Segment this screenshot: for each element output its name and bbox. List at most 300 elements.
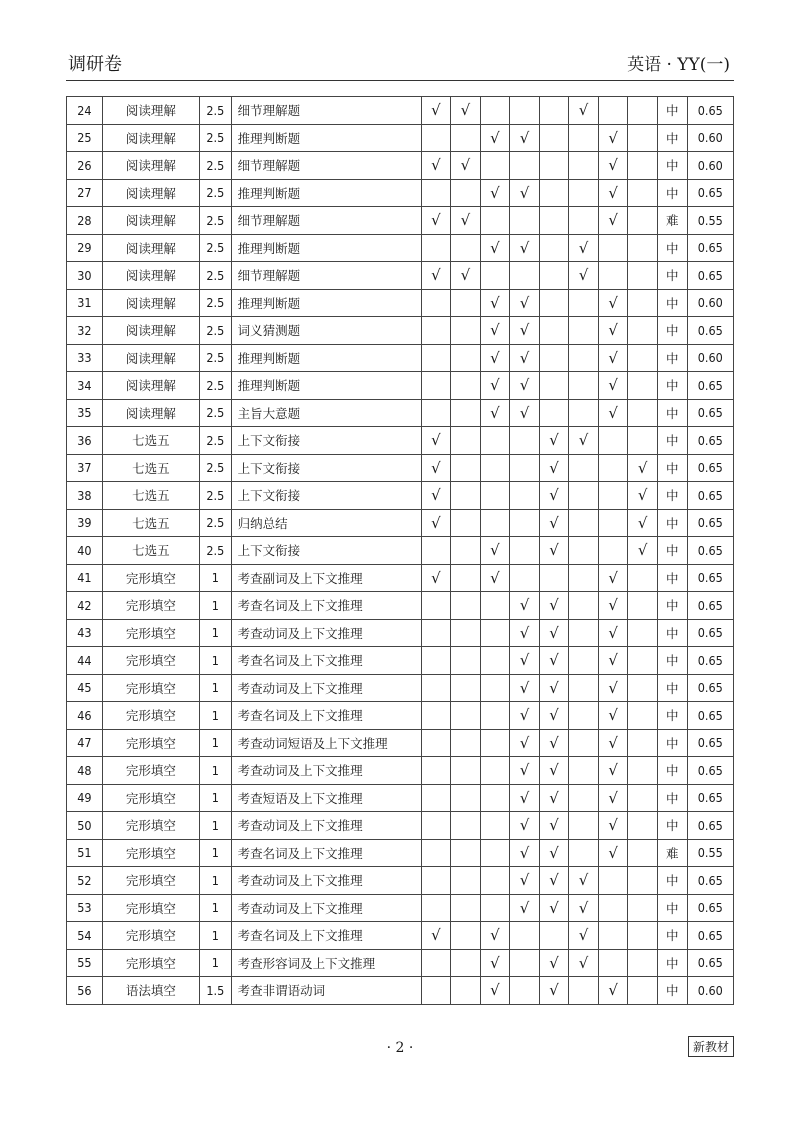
- check-cell: [451, 977, 481, 1005]
- check-cell: [628, 592, 658, 620]
- check-mark-icon: √: [510, 812, 540, 840]
- table-row: [67, 784, 734, 812]
- check-mark-icon: √: [598, 757, 628, 785]
- question-type-cell: 完形填空: [102, 894, 199, 922]
- question-number-cell: 43: [67, 619, 103, 647]
- question-type-cell: 完形填空: [102, 784, 199, 812]
- question-number-cell: 34: [67, 372, 103, 400]
- check-mark-icon: √: [539, 784, 569, 812]
- check-cell: [480, 894, 510, 922]
- check-cell: [628, 839, 658, 867]
- rate-cell: 0.65: [687, 867, 734, 895]
- check-cell: [569, 592, 599, 620]
- check-cell: [421, 729, 451, 757]
- difficulty-cell: 中: [657, 454, 687, 482]
- knowledge-point-cell: 推理判断题: [231, 289, 421, 317]
- check-cell: [569, 729, 599, 757]
- check-mark-icon: √: [569, 427, 599, 455]
- check-mark-icon: √: [598, 179, 628, 207]
- check-mark-icon: √: [480, 317, 510, 345]
- check-mark-icon: √: [510, 867, 540, 895]
- question-number-cell: 29: [67, 234, 103, 262]
- difficulty-cell: 中: [657, 647, 687, 675]
- check-cell: [569, 674, 599, 702]
- check-mark-icon: √: [598, 317, 628, 345]
- score-cell: 2.5: [199, 124, 231, 152]
- rate-cell: 0.65: [687, 372, 734, 400]
- check-mark-icon: √: [451, 97, 481, 125]
- knowledge-point-cell: 考查动词短语及上下文推理: [231, 729, 421, 757]
- check-cell: [451, 922, 481, 950]
- difficulty-cell: 中: [657, 729, 687, 757]
- difficulty-cell: 中: [657, 124, 687, 152]
- rate-cell: 0.65: [687, 564, 734, 592]
- check-mark-icon: √: [539, 537, 569, 565]
- knowledge-point-cell: 考查非谓语动词: [231, 977, 421, 1005]
- check-cell: [451, 867, 481, 895]
- header-divider: [66, 80, 734, 81]
- check-cell: [421, 894, 451, 922]
- check-cell: [451, 537, 481, 565]
- check-cell: [628, 344, 658, 372]
- score-cell: 1: [199, 922, 231, 950]
- check-cell: [421, 344, 451, 372]
- rate-cell: 0.65: [687, 454, 734, 482]
- question-number-cell: 51: [67, 839, 103, 867]
- check-cell: [421, 784, 451, 812]
- rate-cell: 0.55: [687, 839, 734, 867]
- question-type-cell: 七选五: [102, 537, 199, 565]
- table-row: [67, 427, 734, 455]
- check-cell: [480, 812, 510, 840]
- table-row: [67, 372, 734, 400]
- check-mark-icon: √: [421, 262, 451, 290]
- check-mark-icon: √: [539, 839, 569, 867]
- check-mark-icon: √: [510, 399, 540, 427]
- check-cell: [451, 372, 481, 400]
- table-row: [67, 702, 734, 730]
- score-cell: 2.5: [199, 289, 231, 317]
- difficulty-cell: 中: [657, 372, 687, 400]
- question-type-cell: 阅读理解: [102, 124, 199, 152]
- check-mark-icon: √: [539, 977, 569, 1005]
- knowledge-point-cell: 考查名词及上下文推理: [231, 592, 421, 620]
- rate-cell: 0.65: [687, 509, 734, 537]
- check-cell: [451, 647, 481, 675]
- score-cell: 2.5: [199, 372, 231, 400]
- question-type-cell: 阅读理解: [102, 372, 199, 400]
- check-cell: [421, 674, 451, 702]
- knowledge-point-cell: 细节理解题: [231, 207, 421, 235]
- rate-cell: 0.60: [687, 124, 734, 152]
- question-number-cell: 26: [67, 152, 103, 180]
- check-cell: [480, 867, 510, 895]
- table-row: [67, 894, 734, 922]
- knowledge-point-cell: 上下文衔接: [231, 482, 421, 510]
- check-cell: [451, 509, 481, 537]
- score-cell: 2.5: [199, 537, 231, 565]
- check-mark-icon: √: [510, 344, 540, 372]
- check-cell: [510, 509, 540, 537]
- score-cell: 1: [199, 592, 231, 620]
- check-mark-icon: √: [598, 399, 628, 427]
- score-cell: 1: [199, 647, 231, 675]
- table-row: [67, 619, 734, 647]
- check-cell: [539, 399, 569, 427]
- check-mark-icon: √: [480, 234, 510, 262]
- question-type-cell: 完形填空: [102, 839, 199, 867]
- check-mark-icon: √: [539, 702, 569, 730]
- check-cell: [421, 949, 451, 977]
- question-type-cell: 阅读理解: [102, 97, 199, 125]
- rate-cell: 0.65: [687, 179, 734, 207]
- check-mark-icon: √: [628, 537, 658, 565]
- check-mark-icon: √: [480, 949, 510, 977]
- check-mark-icon: √: [539, 427, 569, 455]
- question-type-cell: 完形填空: [102, 922, 199, 950]
- check-cell: [451, 949, 481, 977]
- check-cell: [628, 949, 658, 977]
- check-cell: [569, 179, 599, 207]
- check-cell: [421, 867, 451, 895]
- check-cell: [451, 289, 481, 317]
- question-number-cell: 50: [67, 812, 103, 840]
- check-cell: [569, 124, 599, 152]
- knowledge-point-cell: 推理判断题: [231, 124, 421, 152]
- check-mark-icon: √: [598, 647, 628, 675]
- table-row: [67, 922, 734, 950]
- table-row: [67, 344, 734, 372]
- difficulty-cell: 中: [657, 977, 687, 1005]
- check-cell: [539, 234, 569, 262]
- check-mark-icon: √: [539, 674, 569, 702]
- table-row: [67, 729, 734, 757]
- check-cell: [421, 647, 451, 675]
- check-cell: [421, 399, 451, 427]
- check-mark-icon: √: [598, 592, 628, 620]
- check-cell: [539, 564, 569, 592]
- check-mark-icon: √: [598, 619, 628, 647]
- check-cell: [451, 592, 481, 620]
- question-type-cell: 阅读理解: [102, 234, 199, 262]
- check-cell: [539, 152, 569, 180]
- check-cell: [569, 482, 599, 510]
- check-cell: [539, 344, 569, 372]
- score-cell: 1: [199, 729, 231, 757]
- check-cell: [421, 592, 451, 620]
- question-type-cell: 完形填空: [102, 674, 199, 702]
- check-cell: [569, 509, 599, 537]
- check-cell: [598, 234, 628, 262]
- knowledge-point-cell: 推理判断题: [231, 234, 421, 262]
- check-cell: [480, 647, 510, 675]
- table-row: [67, 757, 734, 785]
- table-row: [67, 262, 734, 290]
- check-mark-icon: √: [510, 179, 540, 207]
- check-mark-icon: √: [510, 289, 540, 317]
- check-cell: [598, 262, 628, 290]
- check-cell: [480, 702, 510, 730]
- check-cell: [598, 454, 628, 482]
- check-mark-icon: √: [569, 867, 599, 895]
- check-mark-icon: √: [628, 482, 658, 510]
- check-cell: [569, 812, 599, 840]
- check-cell: [421, 289, 451, 317]
- knowledge-point-cell: 考查短语及上下文推理: [231, 784, 421, 812]
- question-number-cell: 30: [67, 262, 103, 290]
- rate-cell: 0.65: [687, 894, 734, 922]
- check-mark-icon: √: [539, 509, 569, 537]
- question-type-cell: 阅读理解: [102, 207, 199, 235]
- rate-cell: 0.65: [687, 482, 734, 510]
- check-cell: [539, 262, 569, 290]
- check-cell: [451, 729, 481, 757]
- rate-cell: 0.65: [687, 262, 734, 290]
- score-cell: 2.5: [199, 399, 231, 427]
- score-cell: 2.5: [199, 317, 231, 345]
- check-mark-icon: √: [451, 152, 481, 180]
- question-number-cell: 55: [67, 949, 103, 977]
- check-mark-icon: √: [480, 124, 510, 152]
- difficulty-cell: 中: [657, 179, 687, 207]
- score-cell: 2.5: [199, 152, 231, 180]
- table-row: [67, 289, 734, 317]
- question-number-cell: 28: [67, 207, 103, 235]
- question-type-cell: 完形填空: [102, 564, 199, 592]
- rate-cell: 0.65: [687, 619, 734, 647]
- check-cell: [598, 949, 628, 977]
- check-cell: [569, 702, 599, 730]
- question-number-cell: 33: [67, 344, 103, 372]
- question-type-cell: 完形填空: [102, 619, 199, 647]
- difficulty-cell: 中: [657, 894, 687, 922]
- check-mark-icon: √: [480, 372, 510, 400]
- rate-cell: 0.65: [687, 537, 734, 565]
- difficulty-cell: 中: [657, 317, 687, 345]
- table-row: [67, 454, 734, 482]
- check-cell: [510, 922, 540, 950]
- question-number-cell: 53: [67, 894, 103, 922]
- table-row: [67, 977, 734, 1005]
- check-cell: [598, 509, 628, 537]
- knowledge-point-cell: 考查动词及上下文推理: [231, 812, 421, 840]
- check-mark-icon: √: [598, 372, 628, 400]
- difficulty-cell: 中: [657, 564, 687, 592]
- knowledge-point-cell: 考查名词及上下文推理: [231, 922, 421, 950]
- knowledge-point-cell: 上下文衔接: [231, 454, 421, 482]
- difficulty-cell: 难: [657, 839, 687, 867]
- check-cell: [480, 482, 510, 510]
- check-mark-icon: √: [598, 784, 628, 812]
- check-cell: [451, 674, 481, 702]
- check-cell: [628, 179, 658, 207]
- check-mark-icon: √: [510, 234, 540, 262]
- difficulty-cell: 中: [657, 427, 687, 455]
- check-cell: [628, 757, 658, 785]
- check-cell: [569, 317, 599, 345]
- question-number-cell: 36: [67, 427, 103, 455]
- check-cell: [628, 427, 658, 455]
- check-cell: [510, 564, 540, 592]
- check-cell: [569, 537, 599, 565]
- check-cell: [628, 207, 658, 235]
- check-cell: [421, 179, 451, 207]
- check-cell: [539, 207, 569, 235]
- check-cell: [628, 812, 658, 840]
- check-cell: [421, 124, 451, 152]
- score-cell: 1: [199, 839, 231, 867]
- check-cell: [569, 977, 599, 1005]
- difficulty-cell: 中: [657, 537, 687, 565]
- check-cell: [480, 454, 510, 482]
- check-cell: [451, 124, 481, 152]
- check-cell: [480, 592, 510, 620]
- knowledge-point-cell: 考查名词及上下文推理: [231, 647, 421, 675]
- score-cell: 1: [199, 894, 231, 922]
- check-mark-icon: √: [421, 152, 451, 180]
- question-type-cell: 七选五: [102, 509, 199, 537]
- check-cell: [539, 922, 569, 950]
- question-type-cell: 完形填空: [102, 867, 199, 895]
- question-number-cell: 48: [67, 757, 103, 785]
- table-row: [67, 509, 734, 537]
- table-row: [67, 152, 734, 180]
- check-cell: [451, 427, 481, 455]
- check-cell: [539, 97, 569, 125]
- check-mark-icon: √: [598, 839, 628, 867]
- question-type-cell: 七选五: [102, 482, 199, 510]
- check-mark-icon: √: [598, 344, 628, 372]
- rate-cell: 0.65: [687, 784, 734, 812]
- check-mark-icon: √: [539, 729, 569, 757]
- check-cell: [421, 812, 451, 840]
- knowledge-point-cell: 细节理解题: [231, 262, 421, 290]
- check-mark-icon: √: [598, 207, 628, 235]
- check-cell: [480, 784, 510, 812]
- check-cell: [598, 867, 628, 895]
- check-mark-icon: √: [539, 867, 569, 895]
- check-cell: [480, 729, 510, 757]
- difficulty-cell: 中: [657, 262, 687, 290]
- check-cell: [480, 262, 510, 290]
- difficulty-cell: 中: [657, 399, 687, 427]
- check-mark-icon: √: [421, 97, 451, 125]
- check-mark-icon: √: [480, 977, 510, 1005]
- table-row: [67, 674, 734, 702]
- check-cell: [598, 482, 628, 510]
- score-cell: 2.5: [199, 344, 231, 372]
- score-cell: 1: [199, 702, 231, 730]
- difficulty-cell: 中: [657, 757, 687, 785]
- difficulty-cell: 中: [657, 702, 687, 730]
- rate-cell: 0.65: [687, 427, 734, 455]
- check-cell: [569, 152, 599, 180]
- check-mark-icon: √: [421, 482, 451, 510]
- header-subject: 英语 · YY(一): [627, 55, 730, 75]
- rate-cell: 0.65: [687, 317, 734, 345]
- difficulty-cell: 中: [657, 922, 687, 950]
- check-mark-icon: √: [510, 729, 540, 757]
- check-mark-icon: √: [598, 674, 628, 702]
- check-cell: [421, 839, 451, 867]
- difficulty-cell: 中: [657, 592, 687, 620]
- rate-cell: 0.65: [687, 812, 734, 840]
- check-mark-icon: √: [539, 949, 569, 977]
- knowledge-point-cell: 考查动词及上下文推理: [231, 757, 421, 785]
- check-cell: [451, 399, 481, 427]
- check-mark-icon: √: [421, 207, 451, 235]
- check-cell: [598, 894, 628, 922]
- check-mark-icon: √: [598, 564, 628, 592]
- check-mark-icon: √: [598, 977, 628, 1005]
- check-cell: [480, 207, 510, 235]
- difficulty-cell: 中: [657, 509, 687, 537]
- rate-cell: 0.65: [687, 674, 734, 702]
- check-cell: [421, 234, 451, 262]
- check-mark-icon: √: [421, 454, 451, 482]
- check-cell: [539, 289, 569, 317]
- check-mark-icon: √: [598, 702, 628, 730]
- check-cell: [451, 344, 481, 372]
- knowledge-point-cell: 考查名词及上下文推理: [231, 702, 421, 730]
- edition-badge: 新教材: [688, 1036, 734, 1057]
- check-mark-icon: √: [598, 289, 628, 317]
- check-cell: [569, 289, 599, 317]
- table-row: [67, 592, 734, 620]
- check-cell: [598, 427, 628, 455]
- check-cell: [569, 619, 599, 647]
- score-cell: 1: [199, 784, 231, 812]
- check-mark-icon: √: [510, 592, 540, 620]
- check-mark-icon: √: [539, 592, 569, 620]
- table-row: [67, 124, 734, 152]
- check-cell: [569, 399, 599, 427]
- question-type-cell: 阅读理解: [102, 317, 199, 345]
- question-number-cell: 45: [67, 674, 103, 702]
- table-row: [67, 647, 734, 675]
- difficulty-cell: 中: [657, 97, 687, 125]
- check-cell: [628, 647, 658, 675]
- knowledge-point-cell: 考查副词及上下文推理: [231, 564, 421, 592]
- score-cell: 2.5: [199, 97, 231, 125]
- check-cell: [628, 399, 658, 427]
- question-number-cell: 42: [67, 592, 103, 620]
- check-mark-icon: √: [598, 729, 628, 757]
- score-cell: 2.5: [199, 454, 231, 482]
- question-number-cell: 52: [67, 867, 103, 895]
- check-mark-icon: √: [569, 234, 599, 262]
- difficulty-cell: 中: [657, 867, 687, 895]
- question-number-cell: 37: [67, 454, 103, 482]
- check-cell: [510, 262, 540, 290]
- check-cell: [480, 674, 510, 702]
- check-cell: [569, 757, 599, 785]
- check-cell: [510, 427, 540, 455]
- knowledge-point-cell: 推理判断题: [231, 344, 421, 372]
- check-mark-icon: √: [510, 317, 540, 345]
- question-number-cell: 47: [67, 729, 103, 757]
- table-row: [67, 564, 734, 592]
- table-row: [67, 97, 734, 125]
- check-cell: [421, 977, 451, 1005]
- rate-cell: 0.65: [687, 97, 734, 125]
- score-cell: 2.5: [199, 262, 231, 290]
- check-cell: [510, 537, 540, 565]
- check-mark-icon: √: [539, 454, 569, 482]
- question-type-cell: 阅读理解: [102, 179, 199, 207]
- check-cell: [451, 757, 481, 785]
- table-row: [67, 179, 734, 207]
